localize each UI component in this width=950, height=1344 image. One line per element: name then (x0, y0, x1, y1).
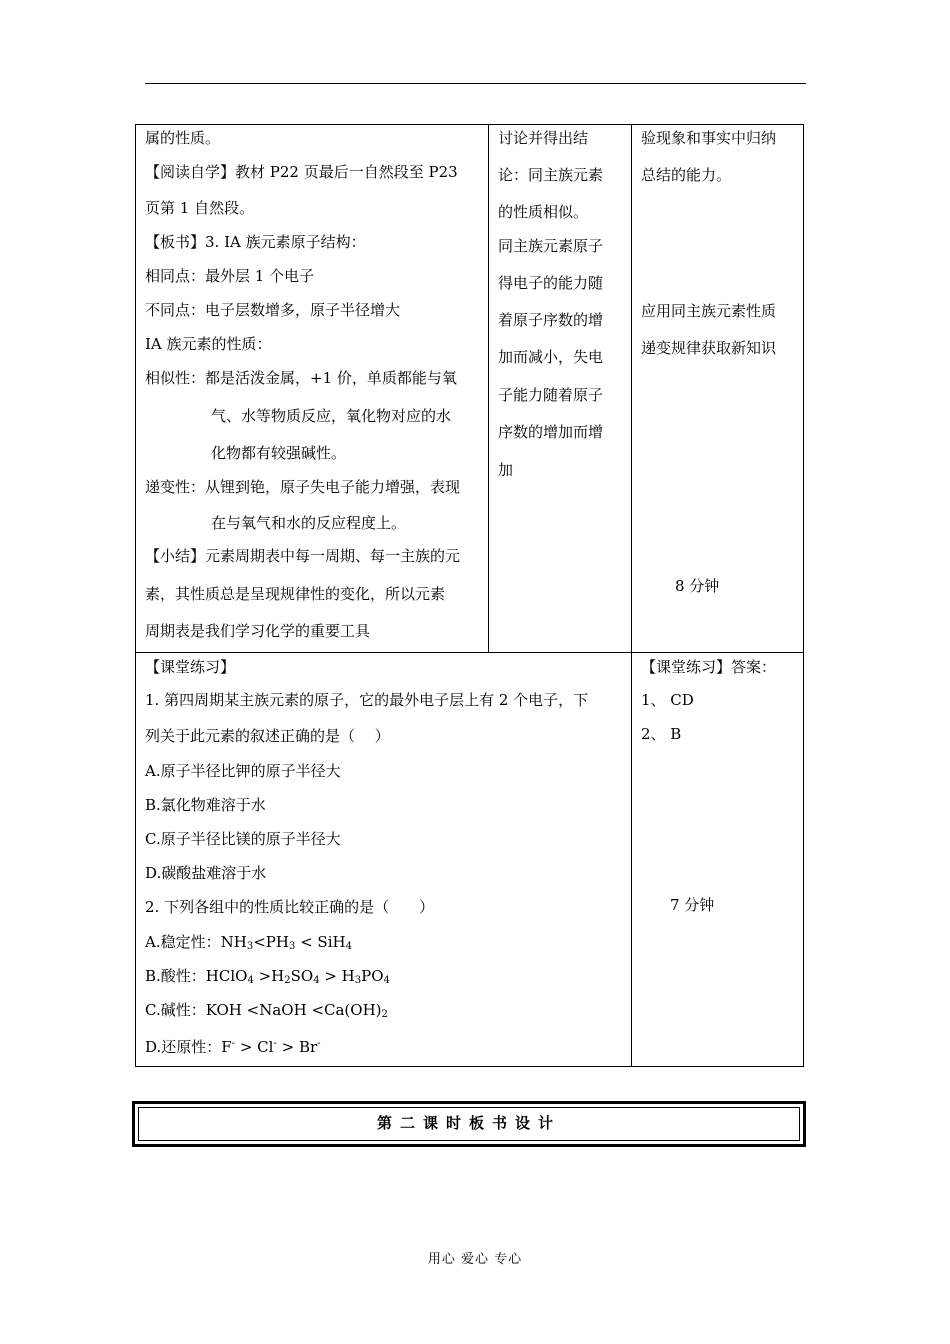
text-line: 验现象和事实中归纳 (641, 129, 777, 147)
table1-col-divider-1 (488, 124, 489, 652)
option-b: B.酸性：HClO$_4$ $>H_2SO_4 > H_3PO_4$ (145, 967, 390, 986)
question-2-stem: 2. 下列各组中的性质比较正确的是（ ） (145, 898, 435, 916)
time-label: 7 分钟 (670, 896, 715, 914)
question-1-stem: 1. 第四周期某主族元素的原子，它的最外电子层上有 2 个电子，下 (145, 691, 589, 709)
text-line: 页第 1 自然段。 (145, 199, 255, 217)
text-line: 递变性：从锂到铯，原子失电子能力增强，表现 (145, 478, 461, 496)
text-line: 论：同主族元素 (498, 166, 604, 184)
option-c: C.碱性：KOH <NaOH $<Ca(OH)_2$ (145, 1001, 388, 1020)
text-line: ⅠA 族元素的性质： (145, 335, 272, 353)
text-line: 【小结】元素周期表中每一周期、每一主族的元 (145, 547, 461, 565)
option-b: B.氯化物难溶于水 (145, 796, 266, 814)
text-line: 不同点：电子层数增多，原子半径增大 (145, 301, 401, 319)
text-line: 化物都有较强碱性。 (211, 444, 347, 462)
question-1-stem: 列关于此元素的叙述正确的是（ ） (145, 727, 390, 745)
board-design-title-box (132, 1101, 806, 1147)
text-line: 子能力随着原子 (498, 386, 604, 404)
text-line: 气、水等物质反应，氧化物对应的水 (211, 407, 452, 425)
answer-line: 2、 B (641, 725, 682, 743)
text-line: 素，其性质总是呈现规律性的变化，所以元素 (145, 585, 446, 603)
text-line: 【阅读自学】教材 P22 页最后一自然段至 P23 (145, 163, 458, 181)
text-line: 加 (498, 461, 514, 479)
page-footer: 用心 爱心 专心 (427, 1252, 523, 1267)
option-a: A.原子半径比钾的原子半径大 (145, 762, 341, 780)
option-d: D.碳酸盐难溶于水 (145, 864, 267, 882)
answer-line: 1、 CD (641, 691, 694, 709)
text-line: 讨论并得出结 (498, 129, 589, 147)
text-line: 在与氧气和水的反应程度上。 (211, 514, 407, 532)
text-line: 应用同主族元素性质 (641, 302, 777, 320)
table-bottom-border (135, 1066, 804, 1067)
option-a: A.稳定性：$NH_3<PH_3 < SiH_4$ (145, 933, 352, 952)
text-line: 相同点：最外层 1 个电子 (145, 267, 315, 285)
text-line: 得电子的能力随 (498, 274, 604, 292)
text-line: 的性质相似。 (498, 203, 589, 221)
table1-top-border (135, 124, 804, 125)
table1-right-border (803, 124, 804, 1067)
text-line: 总结的能力。 (641, 166, 732, 184)
table1-left-border (135, 124, 136, 1067)
header-rule (145, 83, 806, 84)
text-line: 周期表是我们学习化学的重要工具 (145, 622, 371, 640)
option-d: D.还原性：F- > Cl- > Br- (145, 1038, 321, 1056)
text-line: 着原子序数的增 (498, 311, 604, 329)
text-line: 加而减小，失电 (498, 348, 604, 366)
text-line: 【板书】3. ⅠA 族元素原子结构： (145, 233, 366, 251)
text-line: 属的性质。 (145, 129, 221, 147)
table1-col-divider-2 (631, 124, 632, 1067)
time-label: 8 分钟 (675, 577, 720, 595)
text-line: 同主族元素原子 (498, 237, 604, 255)
table-row-divider (135, 652, 804, 653)
answer-heading: 【课堂练习】答案： (641, 658, 777, 676)
exercise-heading: 【课堂练习】 (145, 658, 236, 676)
text-line: 序数的增加而增 (498, 423, 604, 441)
board-design-title: 第二课时板书设计 (138, 1107, 800, 1141)
text-line: 相似性：都是活泼金属，+1 价，单质都能与氧 (145, 369, 457, 387)
option-c: C.原子半径比镁的原子半径大 (145, 830, 341, 848)
text-line: 递变规律获取新知识 (641, 339, 777, 357)
